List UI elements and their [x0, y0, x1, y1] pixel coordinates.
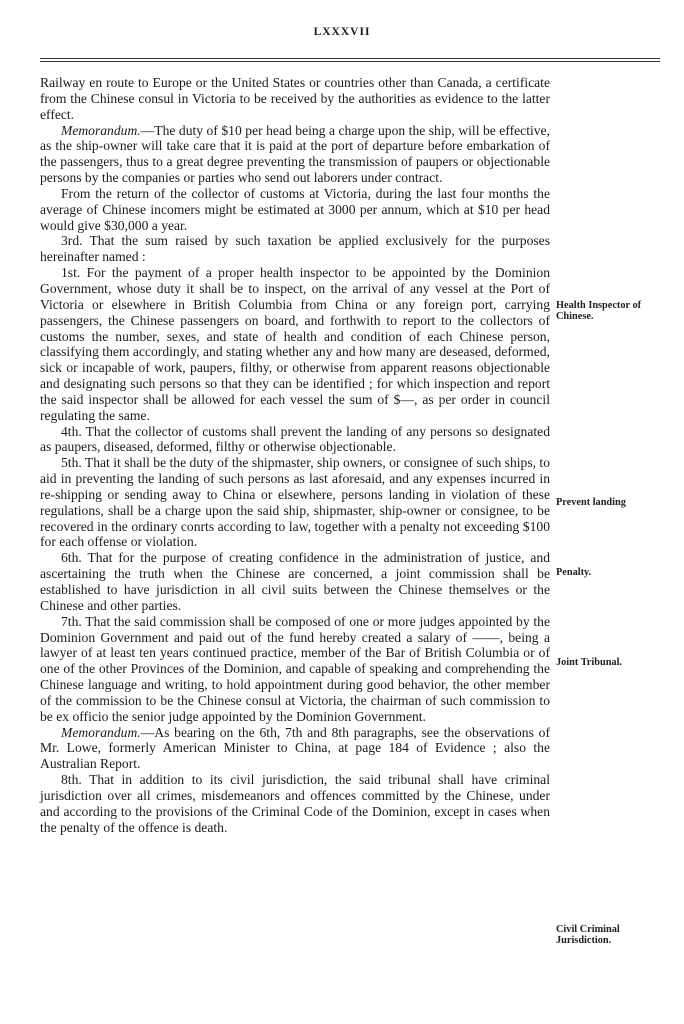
margin-note-prevent-landing: Prevent landing: [556, 497, 626, 508]
paragraph-memorandum-lowe: Memorandum.—As bearing on the 6th, 7th and 8th paragraphs, see the observations of Mr. Lowe, formerly American Minister to China, at page 184 of Evidence ; also the Australian Report.: [40, 724, 550, 772]
paragraph-continuation: Railway en route to Europe or the United States or countries other than Canada, a certificate from the Chinese consul in Victoria to be received by the authorities as evidence to the latter effect.: [40, 75, 550, 122]
memorandum-label: Memorandum.: [61, 724, 141, 740]
paragraph-sixth-joint-tribunal: 6th. That for the purpose of creating confidence in the administration of justice, and ascertaining the truth when the Chinese are concerned, a joint commission shall be established to have jurisdiction in all civil suits between the Chinese themselves or the Chinese and other parties.: [40, 550, 550, 613]
paragraph-third: 3rd. That the sum raised by such taxation be applied exclusively for the purposes hereinafter named :: [40, 233, 550, 265]
header-rule-bottom: [40, 61, 660, 62]
memorandum-label: Memorandum.: [61, 122, 141, 138]
margin-note-civil-criminal-jurisdiction: Civil Criminal Jurisdiction.: [556, 924, 620, 946]
paragraph-customs-return: From the return of the collector of customs at Victoria, during the last four months the average of Chinese incomers might be estimated at 3000 per annum, which at $10 per head would give $30,000 a year.: [40, 185, 550, 233]
margin-note-health-inspector: Health Inspector of Chinese.: [556, 300, 642, 322]
paragraph-eighth-criminal-jurisdiction: 8th. That in addition to its civil jurisdiction, the said tribunal shall have criminal jurisdiction over all crimes, misdemeanors and offences committed by the Chinese, under and according to the provisions of the Criminal Code of the Dominion, except in cases when the penalty of the offence is death.: [40, 772, 550, 835]
paragraph-seventh-commission: 7th. That the said commission shall be composed of one or more judges appointed by the Dominion Government and paid out of the fund hereby created a salary of ——, being a lawyer of at least ten years continued practice, member of the Bar of British Columbia or of one of the other Provinces of the Dominion, and capable of speaking and comprehending the Chinese language and writing, to hold appointment during good behavior, the other member of the commission to be the Chinese consul at Victoria, the chairman of such commission to be ex officio the senior judge appointed by the Dominion Government.: [40, 613, 550, 724]
paragraph-first-health-inspector: 1st. For the payment of a proper health inspector to be appointed by the Dominion Government, whose duty it shall be to inspect, on the arrival of any vessel at the Port of Victoria or elsewhere in British Columbia from China or any foreign port, carrying passengers, the Chinese passengers on board, and forthwith to report to the collectors of customs the number, sexes, and state of health and condition of each Chinese person, classifying them accordingly, and stating whether any and how many are deseased, deformed, sick or incapable of work, paupers, filthy, or otherwise from apparent reasons objectionable and designating such persons so that they can be identified ; for which inspection and report the said inspector shall be allowed for each vessel the sum of $—, as per order in council regulating the same.: [40, 265, 550, 423]
paragraph-fourth-prevent-landing: 4th. That the collector of customs shall prevent the landing of any persons so designated as paupers, diseased, deformed, filthy or otherwise objectionable.: [40, 423, 550, 455]
body-text: [40, 75, 550, 836]
paragraph-memorandum-duty: Memorandum.—The duty of $10 per head being a charge upon the ship, will be effective, as the ship-owner will take care that it is paid at the port of departure before embarkation of the passengers, thus to a great degree preventing the transmission of paupers or objectionable persons by the companies or parties who send out laborers under contract.: [40, 122, 550, 186]
header-rule-top: [40, 58, 660, 59]
margin-note-penalty: Penalty.: [556, 567, 592, 578]
paragraph-fifth-penalty: 5th. That it shall be the duty of the shipmaster, ship owners, or consignee of such ships, to aid in preventing the landing of such persons as last aforesaid, and any expenses incurred in re-shipping or sending away to China or elsewhere, persons landing in violation of these regulations, shall be a charge upon the said ship, shipmaster, ship-owner or consignee, to be recovered in the ordinary conrts according to law, together with a penalty not exceeding $100 for each offense or violation.: [40, 455, 550, 550]
margin-note-joint-tribunal: Joint Tribunal.: [556, 657, 622, 668]
page-number: LXXXVII: [313, 26, 371, 38]
